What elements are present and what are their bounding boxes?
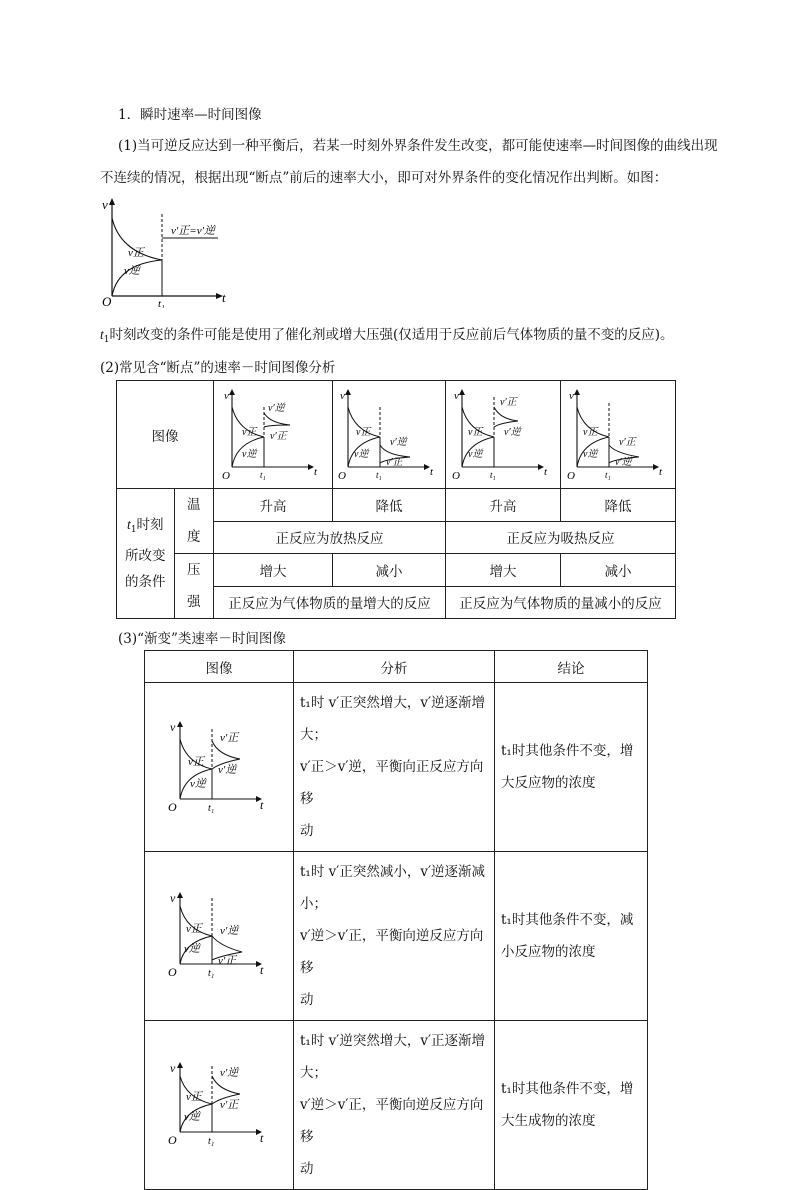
svg-text:t: t	[260, 798, 264, 812]
svg-text:v逆: v逆	[242, 448, 257, 460]
graph-temp-down	[334, 383, 444, 483]
svg-text:t₁: t₁	[605, 469, 611, 480]
svg-text:O: O	[168, 965, 177, 979]
section3-heading: (3)“渐变”类速率－时间图像	[118, 631, 286, 647]
svg-text:t: t	[659, 465, 663, 478]
svg-text:v′正: v′正	[270, 430, 287, 442]
svg-text:t: t	[430, 465, 434, 478]
svg-text:v正: v正	[242, 426, 257, 438]
pressure-value-4: 减小	[561, 554, 676, 587]
svg-text:v′逆: v′逆	[390, 436, 407, 448]
svg-text:t₁: t₁	[490, 469, 496, 480]
graph-temp-up	[218, 383, 328, 483]
svg-text:O: O	[168, 1133, 177, 1147]
image-row-label: 图像	[117, 381, 214, 489]
svg-text:v′逆: v′逆	[268, 402, 285, 414]
svg-text:v′逆: v′逆	[220, 1067, 239, 1079]
graph-decrease-reactant	[164, 888, 274, 980]
graph-temp-up-endo	[448, 383, 558, 483]
svg-text:O: O	[567, 469, 575, 482]
svg-text:v: v	[170, 891, 176, 905]
graph-increase-reactant	[164, 715, 274, 815]
pressure-note-decrease: 正反应为气体物质的量减小的反应	[446, 586, 676, 619]
graph-increase-product	[164, 1058, 274, 1148]
v-equal-label: v′正=v′逆	[171, 225, 215, 237]
t-axis-label: t	[222, 290, 226, 305]
svg-text:v: v	[340, 389, 345, 402]
pressure-value-2: 减小	[333, 554, 446, 587]
svg-text:v′逆: v′逆	[615, 456, 632, 468]
svg-text:t₁: t₁	[208, 1136, 215, 1147]
svg-text:v正: v正	[583, 426, 598, 438]
svg-text:t: t	[260, 1131, 264, 1145]
catalyst-graph	[98, 196, 233, 308]
svg-text:t: t	[260, 963, 264, 977]
pressure-note-increase: 正反应为气体物质的量增大的反应	[214, 586, 446, 619]
temp-note-exothermic: 正反应为放热反应	[214, 521, 446, 554]
svg-text:t₁: t₁	[260, 469, 266, 480]
svg-text:v正: v正	[188, 756, 204, 768]
graph-cell-4	[561, 381, 676, 489]
gradual-table	[144, 650, 648, 1190]
section1-paragraph-line1: (1)当可逆反应达到一种平衡后，若某一时刻外界条件发生改变，都可能使速率—时间图像的曲线出现	[118, 138, 718, 154]
gradual-graph-cell-2	[145, 852, 294, 1021]
svg-text:v逆: v逆	[468, 448, 483, 460]
gradual-graph-cell-1	[145, 683, 294, 852]
svg-text:v′正: v′正	[500, 396, 517, 408]
svg-text:v′正: v′正	[386, 456, 403, 468]
svg-text:v: v	[569, 389, 574, 402]
svg-text:v′逆: v′逆	[220, 925, 239, 937]
gradual-graph-cell-3	[145, 1021, 294, 1190]
header-conclusion: 结论	[495, 651, 648, 683]
temp-value-1: 升高	[214, 489, 333, 522]
svg-text:t: t	[544, 465, 548, 478]
svg-text:v: v	[170, 720, 176, 734]
y-axis-arrow	[109, 198, 115, 205]
analysis-cell-2: t₁时 v′正突然减小，v′逆逐渐减小； v′逆＞v′正，平衡向逆反应方向移 动	[294, 852, 495, 1021]
conclusion-cell-3: t₁时其他条件不变，增 大生成物的浓度	[495, 1021, 648, 1190]
graph-temp-down-endo	[563, 383, 673, 483]
svg-text:t₁: t₁	[376, 469, 382, 480]
temp-value-2: 降低	[333, 489, 446, 522]
svg-text:v逆: v逆	[184, 1111, 200, 1123]
temperature-label: 温 度	[174, 489, 213, 554]
graph-cell-3	[446, 381, 561, 489]
graph-cell-2	[333, 381, 446, 489]
breakpoint-table	[116, 380, 676, 619]
svg-text:O: O	[452, 469, 460, 482]
conclusion-cell-2: t₁时其他条件不变，减 小反应物的浓度	[495, 852, 648, 1021]
svg-text:O: O	[168, 800, 177, 814]
svg-text:O: O	[222, 469, 230, 482]
svg-text:v: v	[454, 389, 459, 402]
svg-text:v: v	[224, 389, 229, 402]
section2-heading: (2)常见含“断点”的速率－时间图像分析	[100, 360, 336, 376]
conclusion-cell-1: t₁时其他条件不变，增 大反应物的浓度	[495, 683, 648, 852]
change-condition-label: $t_1$时刻 所改变 的条件	[117, 489, 175, 619]
svg-text:t₁: t₁	[208, 968, 215, 979]
pressure-value-3: 增大	[446, 554, 561, 587]
svg-text:t: t	[314, 465, 318, 478]
header-image: 图像	[145, 651, 294, 683]
svg-text:v逆: v逆	[184, 943, 200, 955]
svg-text:v正: v正	[356, 426, 371, 438]
svg-text:v正: v正	[468, 426, 483, 438]
svg-text:v逆: v逆	[583, 448, 598, 460]
section1-heading: 1．瞬时速率—时间图像	[118, 107, 262, 123]
svg-text:v′正: v′正	[218, 955, 237, 967]
origin-label: O	[102, 294, 112, 308]
analysis-cell-1: t₁时 v′正突然增大，v′逆逐渐增大； v′正＞v′逆，平衡向正反应方向移 动	[294, 683, 495, 852]
svg-text:v逆: v逆	[354, 448, 369, 460]
pressure-value-1: 增大	[214, 554, 333, 587]
svg-text:v正: v正	[186, 923, 202, 935]
svg-text:v′正: v′正	[619, 436, 636, 448]
v-forward-label: v正	[128, 247, 144, 259]
v-reverse-label: v逆	[124, 265, 140, 277]
v-axis-label: v	[102, 197, 108, 212]
section1-conclusion: $t_1$时刻改变的条件可能是使用了催化剂或增大压强(仅适用于反应前后气体物质的量不变的反应)。	[100, 327, 674, 345]
svg-text:v: v	[170, 1061, 176, 1075]
temp-value-4: 降低	[561, 489, 676, 522]
svg-text:O: O	[338, 469, 346, 482]
svg-text:v逆: v逆	[190, 778, 206, 790]
svg-text:v′正: v′正	[220, 732, 239, 744]
header-analysis: 分析	[294, 651, 495, 683]
temp-value-3: 升高	[446, 489, 561, 522]
section1-paragraph-line2: 不连续的情况，根据出现“断点”前后的速率大小，即可对外界条件的变化情况作出判断。如图：	[100, 170, 668, 186]
svg-text:v′正: v′正	[220, 1099, 239, 1111]
temp-note-endothermic: 正反应为吸热反应	[446, 521, 676, 554]
svg-text:t₁: t₁	[208, 803, 215, 814]
t1-label: t₁	[158, 298, 165, 308]
svg-text:v′逆: v′逆	[218, 764, 237, 776]
svg-text:v′逆: v′逆	[504, 426, 521, 438]
graph-cell-1	[214, 381, 333, 489]
pressure-label: 压 强	[174, 554, 213, 619]
svg-text:v正: v正	[186, 1091, 202, 1103]
analysis-cell-3: t₁时 v′逆突然增大，v′正逐渐增大； v′逆＞v′正，平衡向逆反应方向移 动	[294, 1021, 495, 1190]
